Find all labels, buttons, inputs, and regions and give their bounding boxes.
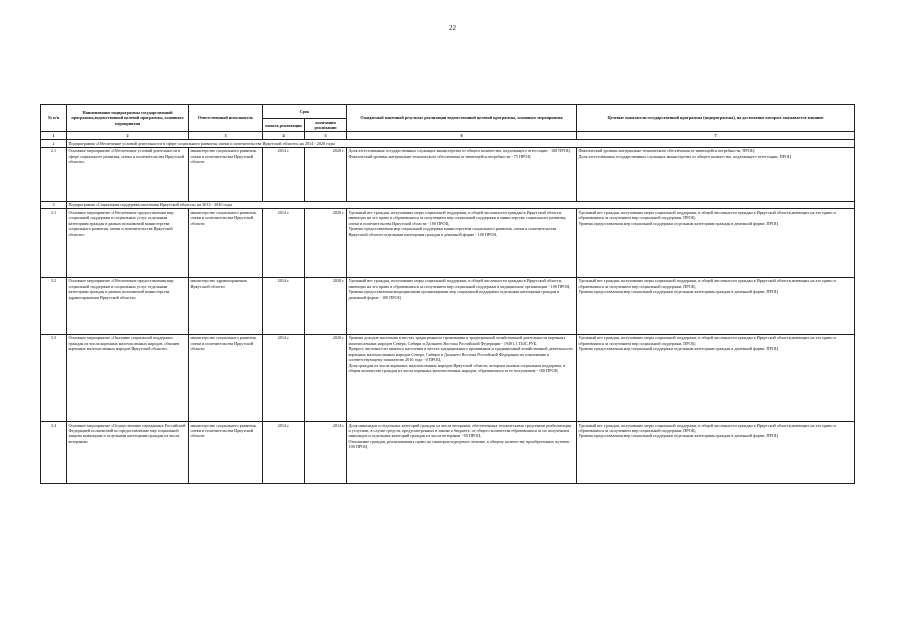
row-number: 3.3 [41, 334, 67, 421]
section-number: 2 [41, 139, 67, 147]
table-row [41, 209, 855, 277]
column-number: 4 [263, 132, 305, 140]
row-result [347, 277, 577, 334]
header-col-name: Наименование подпрограммы государственной программы,ведомственной целевой программы, основного мероприятия [67, 105, 189, 132]
column-number: 2 [67, 132, 189, 140]
row-end: 2020 г. [305, 147, 347, 201]
result-line: Фактический уровень материально-технического обеспечения от имеющейся потребности - 75 ПРОЦ [348, 153, 531, 159]
section-number: 3 [41, 201, 67, 209]
indicator-line: Удельный вес граждан, получивших меры социальной поддержки, в общей численности граждан в Иркутской области,имеющих на это право и обратившихся за получением мер социальной поддержки, ПРОЦ; [578, 209, 836, 221]
section-row [41, 201, 855, 209]
row-start: 2014 г. [263, 147, 305, 201]
indicator-line: Уровень предоставления мер социальной поддержки отдельным категориям граждан в денежной форме, ПРОЦ [578, 433, 778, 439]
header-col-term: Срок [263, 105, 347, 119]
section-title: Подпрограмма «Обеспечение условий деятельности в сфере социального развития, опеки и попечительства Иркутской области» на 2014 - 2020 годы [67, 139, 855, 147]
indicator-line: Фактический уровень материально-технического обеспечения от имеющейся потребности, ПРОЦ; [578, 148, 755, 154]
header-col-executor: Ответственный исполнитель [189, 105, 263, 132]
indicator-line: Уровень предоставления мер социальной поддержки отдельным категориям граждан в денежной форме, ПРОЦ [578, 289, 778, 295]
row-result [347, 421, 577, 483]
row-indicators [577, 147, 855, 201]
result-line: Отношение граждан, реализовавших право на санаторно-курортное лечение, к общему количеству приобретенных путевок - 100 ПРОЦ [348, 438, 572, 450]
program-table [40, 104, 855, 484]
table-row [41, 147, 855, 201]
row-start: 2014 г. [263, 277, 305, 334]
table-row [41, 421, 855, 483]
header-col-result: Ожидаемый конечный результат реализации ведомственной целевой программы, основного мероприятия [347, 105, 577, 132]
row-result [347, 147, 577, 201]
table-row [41, 334, 855, 421]
column-number: 3 [189, 132, 263, 140]
result-line: Уровень доходов населения в местах традиционного проживания и традиционной хозяйственной деятельности коренных малочисленных народов Севера, Сибири и Дальнего Востока Российской Федерации - 19491,1 ТЫС.РУБ. [348, 335, 566, 346]
indicator-line: Удельный вес граждан, получивших меры социальной поддержки, в общей численности граждан в Иркутской области,имеющих на это право и обратившихся за получением мер социальной поддержки, ПРОЦ; [578, 335, 836, 346]
row-executor: министерство социального развития, опеки и попечительства Иркутской области [189, 209, 263, 277]
indicator-line: Доля аттестованных государственных служащих министерства от общего количества, подлежащего аттестации, ПРОЦ [578, 153, 792, 159]
row-number: 3.2 [41, 277, 67, 334]
header-col-num: № п/п [41, 105, 67, 132]
result-line: Уровень предоставления медицинскими организациями мер социальной поддержки отдельным категориям граждан в денежной форме - 100 ПРОЦ [348, 289, 560, 300]
column-number: 1 [41, 132, 67, 140]
column-number: 6 [347, 132, 577, 140]
row-start: 2014 г. [263, 421, 305, 483]
result-line: Удельный вес граждан, получивших меры социальной поддержки, в общей численности граждан в Иркутской области, имеющих на это право и обратившихся за получением мер социальной поддержки в министерство социального развития, опеки и попечительства Иркутской области - 100 ПРОЦ. [348, 209, 567, 226]
result-line: Уровень предоставления мер социальной поддержки министерством социального развития, опеки и попечительства Иркутской области отдельным категориям граждан в денежной форме - 100 ПРОЦ [348, 226, 557, 237]
header-row [41, 105, 855, 119]
indicator-line: Удельный вес граждан, получивших меры социальной поддержки, в общей численности граждан в Иркутской области,имеющих на это право и обратившихся за получением мер социальной поддержки, ПРОЦ; [578, 422, 836, 433]
row-result [347, 209, 577, 277]
section-title: Подпрограмма «Социальная поддержка населения Иркутской области» на 2014 - 2020 годы [67, 201, 855, 209]
row-executor: министерство здравоохранения Иркутской области [189, 277, 263, 334]
column-number: 7 [577, 132, 855, 140]
header-col-indicators: Целевые показатели государственной программы (подпрограммы), на достижение которых оказывается влияние [577, 105, 855, 132]
row-name: Основное мероприятие «Обеспечение предоставления мер социальной поддержки и социальных услуг отдельным категориям граждан в рамках полномочий министерства здравоохранения Иркутской области» [67, 277, 189, 334]
row-executor: министерство социального развития, опеки и попечительства Иркутской области [189, 421, 263, 483]
indicator-line: Уровень предоставления мер социальной поддержки отдельным категориям граждан в денежной форме, ПРОЦ [578, 346, 778, 352]
section-row [41, 139, 855, 147]
row-indicators [577, 209, 855, 277]
result-line: Прирост численности занятого населения в местах традиционного проживания и традиционной хозяйственной деятельности коренных малочисленных народов Севера, Сибири и Дальнего Востока Российской Федерации по отношению к соответствующему показателю 2016 года - 0 ПРОЦ. [348, 346, 573, 363]
result-line: Удельный вес граждан, получивших меры социальной поддержки, в общей численности граждан в Иркутской области, имеющих на это право и обратившихся за получением мер социальной поддержки в медицинские организации - 100 ПРОЦ. [348, 278, 571, 289]
header-col-start: начала реализации [263, 119, 305, 132]
indicator-line: Удельный вес граждан, получивших меры социальной поддержки, в общей численности граждан в Иркутской области,имеющих на это право и обратившихся за получением мер социальной поддержки, ПРОЦ; [578, 278, 836, 289]
result-line: Доля граждан из числа коренных малочисленных народов Иркутской области, которым оказана социальная поддержка, в общем количестве граждан из числа коренных малочисленных народов, обратившихся за ее получением - 100 ПРОЦ [348, 362, 566, 374]
row-end: 2020 г. [305, 277, 347, 334]
row-end: 2020 г. [305, 334, 347, 421]
indicator-line: Уровень предоставления мер социальной поддержки отдельным категориям граждан в денежной форме, ПРОЦ [578, 220, 778, 226]
row-name: Основное мероприятие «Обеспечение условий деятельности в сфере социального развития, опеки и попечительства Иркутской области» [67, 147, 189, 201]
header-col-end: окончания реализации [305, 119, 347, 132]
row-indicators [577, 277, 855, 334]
row-name: Основное мероприятие «Обеспечение предоставления мер социальной поддержки и социальных услуг отдельным категориям граждан в рамках полномочий министерства социального развития, опеки и попечительства Иркутской области» [67, 209, 189, 277]
table-row [41, 277, 855, 334]
row-name: Основное мероприятие «Осуществление переданных Российской Федерацией полномочий по предоставлению мер социальной защиты инвалидам и отдельным категориям граждан из числа ветеранов» [67, 421, 189, 483]
row-indicators [577, 421, 855, 483]
column-number: 5 [305, 132, 347, 140]
row-result [347, 334, 577, 421]
row-number: 2.1 [41, 147, 67, 201]
column-number-row [41, 132, 855, 140]
result-line: Доля инвалидов и отдельных категорий граждан из числа ветеранов, обеспеченных техническими средствами реабилитации и услугами, в случае средств, предусмотренных в законе о бюджете, от общего количества обратившихся за их получением инвалидов и отдельных категорий граждан из числа ветеранов - 60 ПРОЦ. [348, 422, 572, 439]
row-start: 2014 г. [263, 209, 305, 277]
page-number: 22 [449, 24, 456, 32]
row-executor: министерство социального развития, опеки и попечительства Иркутской области [189, 334, 263, 421]
row-number: 3.4 [41, 421, 67, 483]
row-name: Основное мероприятие «Оказание социальной поддержки граждан из числа коренных малочисленных народов, обычаев коренных малочисленных народов Иркутской области» [67, 334, 189, 421]
row-end: 2020 г. [305, 209, 347, 277]
row-start: 2014 г. [263, 334, 305, 421]
row-indicators [577, 334, 855, 421]
row-end: 2014 г. [305, 421, 347, 483]
result-line: Доля аттестованных государственных служащих министерства от общего количества, подлежащего аттестации - 100 ПРОЦ. [348, 148, 571, 154]
row-executor: министерство социального развития, опеки и попечительства Иркутской области [189, 147, 263, 201]
row-number: 3.1 [41, 209, 67, 277]
